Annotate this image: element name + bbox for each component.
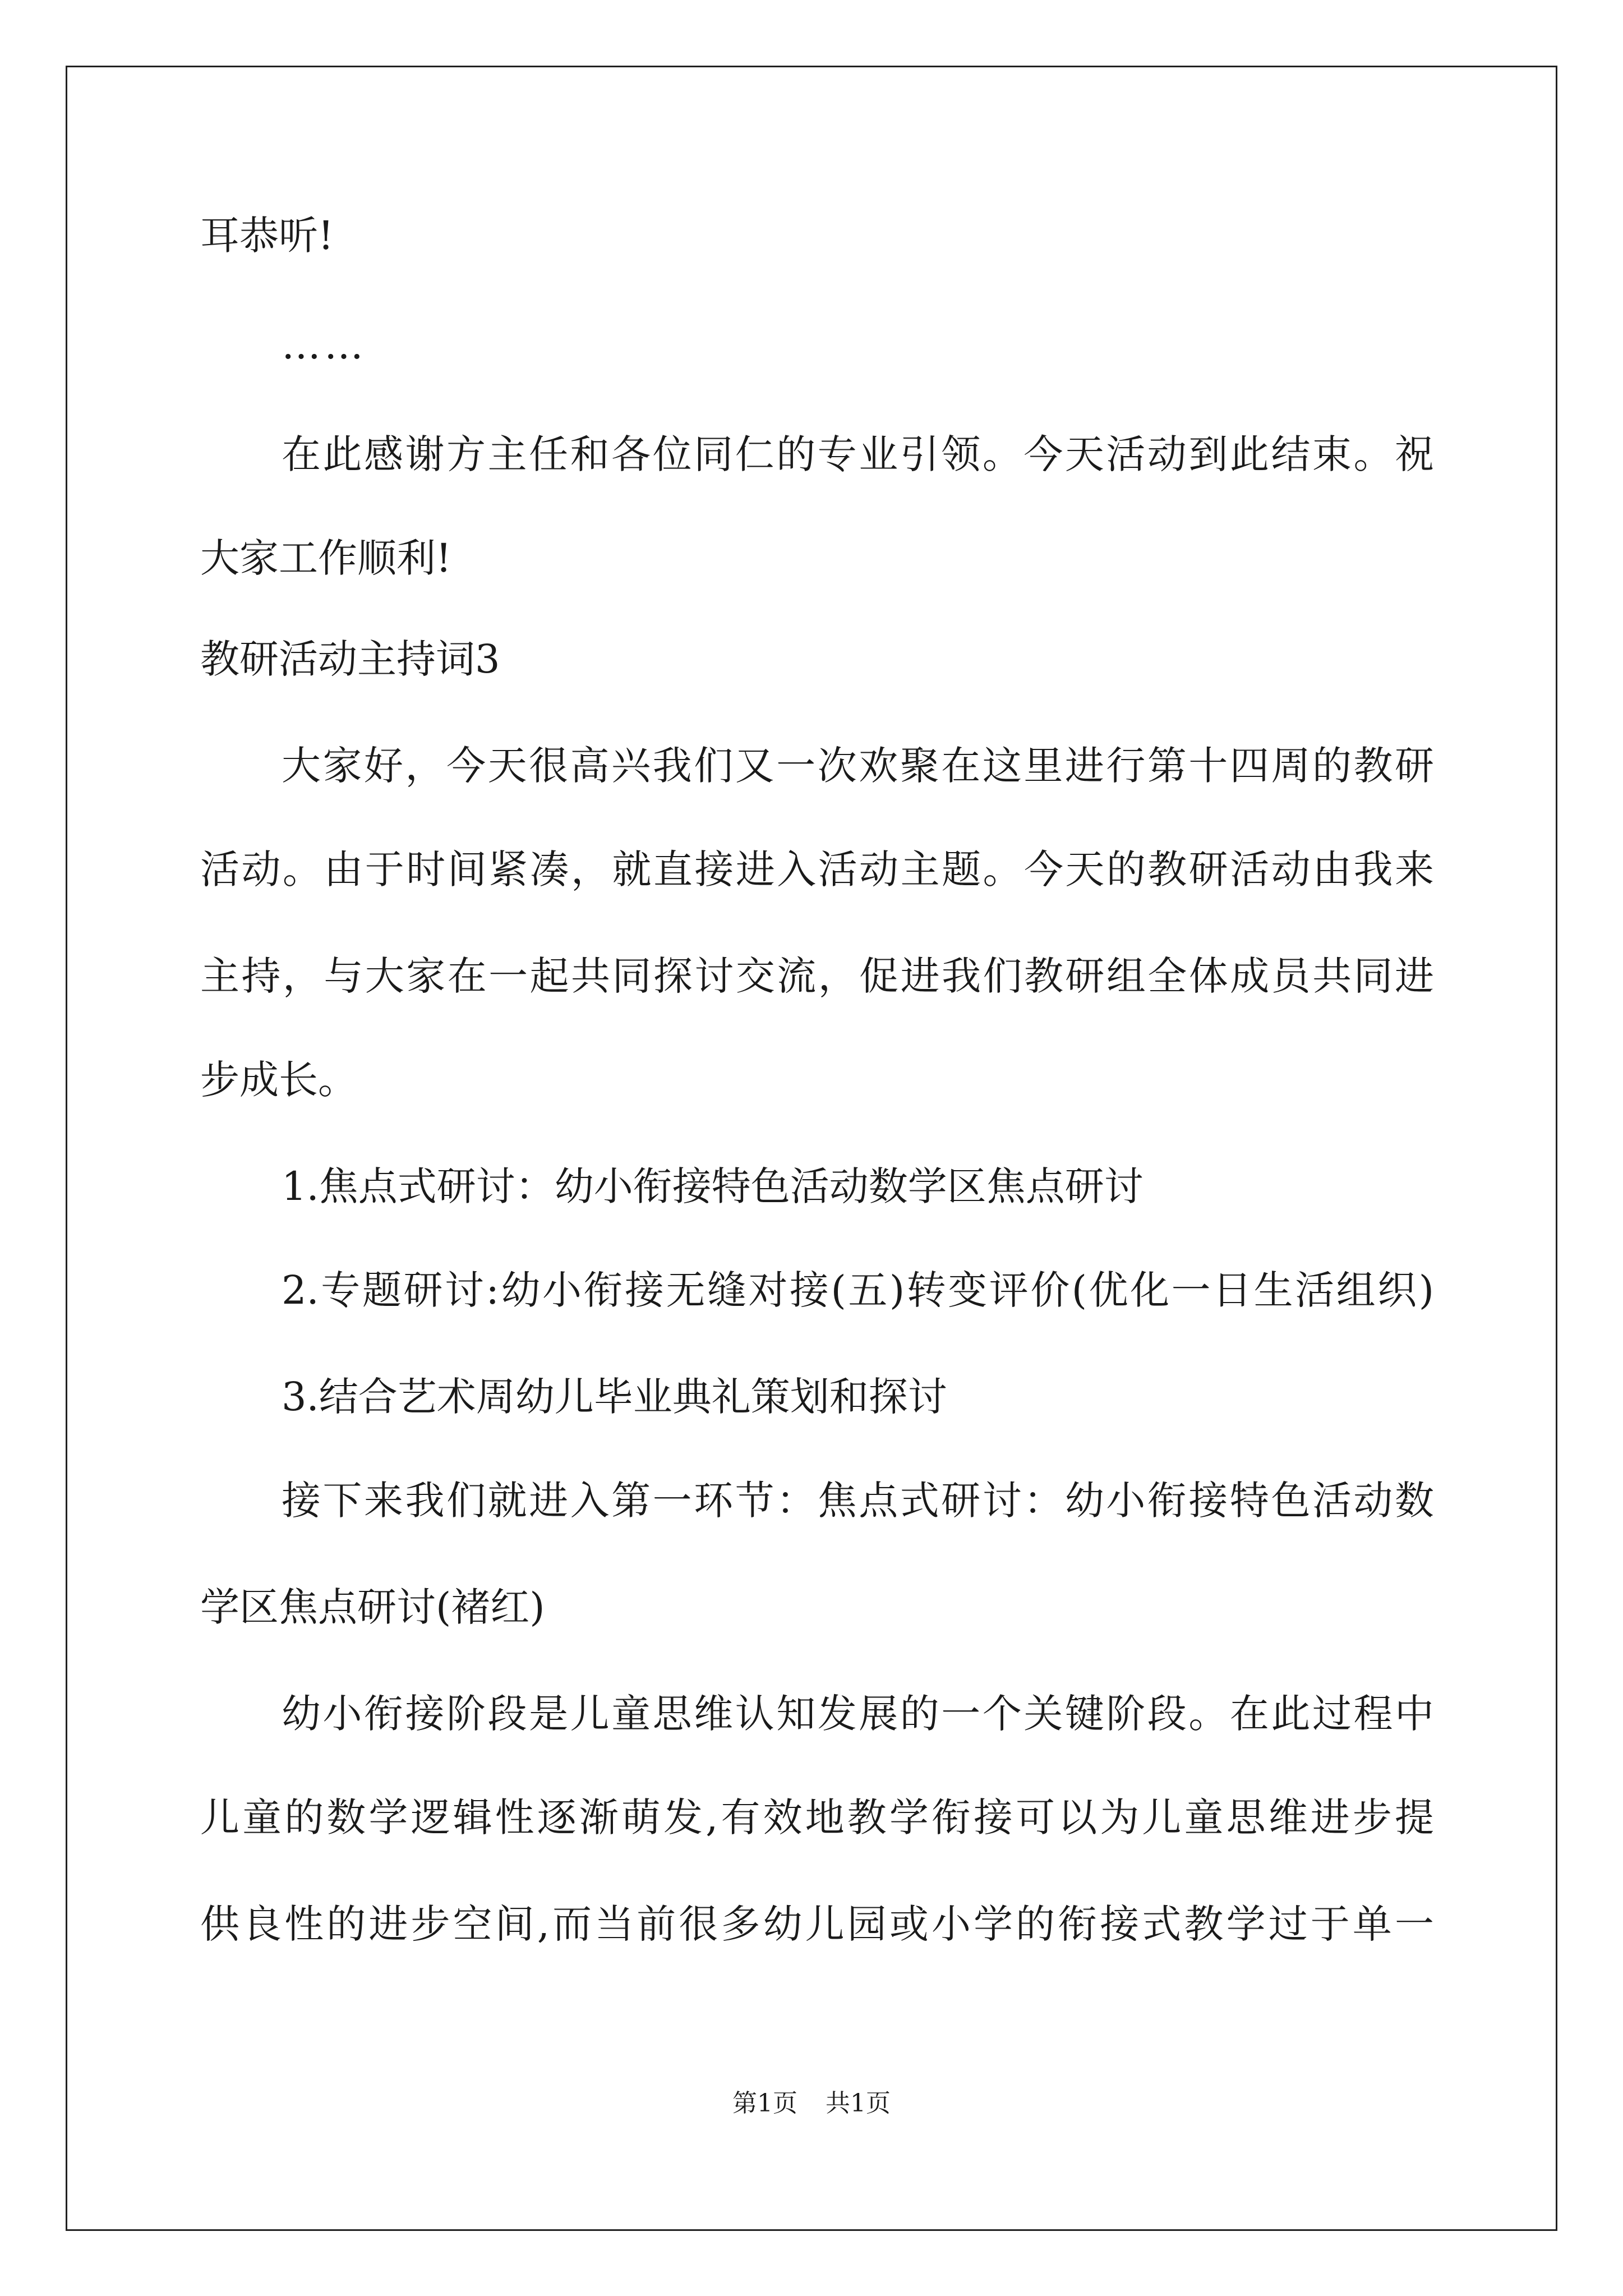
page-total: 共1页 [826, 2089, 891, 2118]
text-line: 主持，与大家在一起共同探讨交流，促进我们教研组全体成员共同进 [200, 953, 1434, 999]
list-item: 1.焦点式研讨：幼小衔接特色活动数学区焦点研讨 [282, 1163, 1144, 1209]
section-heading: 教研活动主持词3 [200, 636, 500, 682]
ellipsis-line: …… [282, 322, 367, 368]
text-line: 大家好，今天很高兴我们又一次欢聚在这里进行第十四周的教研 [282, 743, 1434, 789]
page-footer [0, 2087, 1623, 2120]
text-line: 儿童的数学逻辑性逐渐萌发,有效地教学衔接可以为儿童思维进步提 [200, 1795, 1434, 1841]
text-line: 学区焦点研讨(褚红) [200, 1584, 545, 1630]
page-number: 第1页 [732, 2089, 797, 2118]
text-line: 活动。由于时间紧凑，就直接进入活动主题。今天的教研活动由我来 [200, 846, 1434, 892]
text-line: 步成长。 [200, 1057, 357, 1103]
text-line: 供良性的进步空间,而当前很多幼儿园或小学的衔接式教学过于单一 [200, 1901, 1434, 1947]
text-line: 在此感谢方主任和各位同仁的专业引领。今天活动到此结束。祝 [282, 431, 1434, 477]
text-line: 大家工作顺利! [200, 535, 452, 581]
list-item: 3.结合艺术周幼儿毕业典礼策划和探讨 [282, 1374, 947, 1420]
text-line: 接下来我们就进入第一环节：焦点式研讨：幼小衔接特色活动数 [282, 1478, 1434, 1524]
text-line: 幼小衔接阶段是儿童思维认知发展的一个关键阶段。在此过程中 [282, 1691, 1434, 1737]
text-line: 耳恭听! [200, 213, 334, 259]
list-item: 2.专题研讨:幼小衔接无缝对接(五)转变评价(优化一日生活组织) [282, 1267, 1434, 1313]
